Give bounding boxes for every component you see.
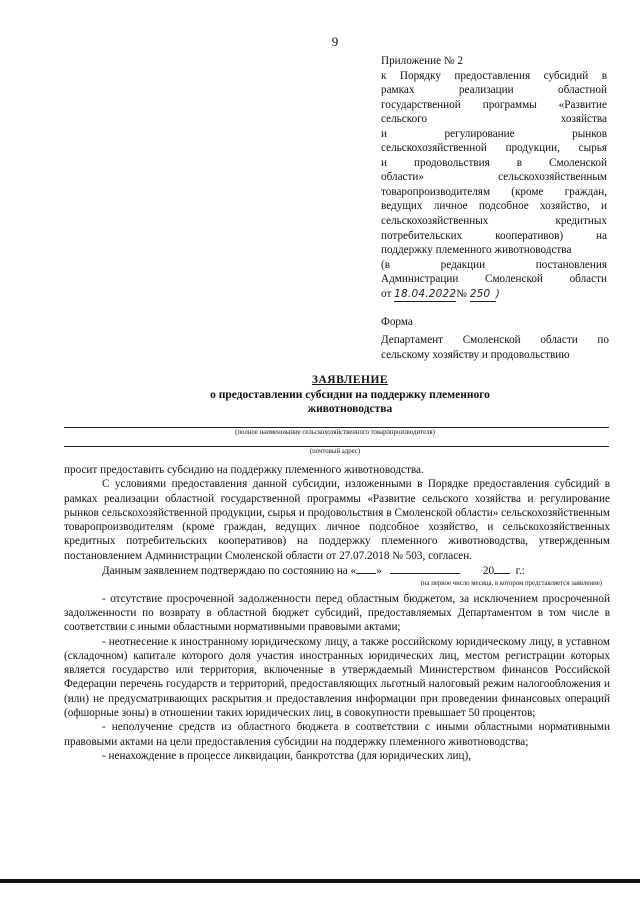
- list-item: - ненахождение в процессе ликвидации, банкротства (для юридических лиц),: [102, 749, 472, 762]
- annex-title: Приложение № 2: [381, 55, 463, 67]
- annex-line: и регулирование рынков: [381, 127, 607, 140]
- year-blank[interactable]: [494, 563, 510, 574]
- annex-date-line: [381, 287, 607, 303]
- number-sign: №: [456, 287, 467, 300]
- form-label: Форма: [381, 316, 413, 328]
- scan-edge-bar: [0, 879, 640, 883]
- address-caption: (почтовый адрес): [309, 448, 361, 455]
- annex-line: потребительских кооперативов) на: [381, 229, 607, 242]
- annex-header: [381, 54, 607, 302]
- handwritten-bracket: ): [495, 287, 501, 300]
- handwritten-date: 18.04.2022: [394, 287, 456, 303]
- annex-line: сельскохозяйственных кредитных: [381, 215, 607, 228]
- name-caption: (полное наименование сельскохозяйственного товаропроизводителя): [235, 429, 435, 436]
- annex-line: поддержку племенного животноводства: [381, 244, 572, 257]
- first-day-caption: (на первое число месяца, в котором представляется заявление): [420, 580, 602, 588]
- title-subheading: животноводства: [307, 403, 393, 415]
- date-prefix: от: [381, 287, 392, 300]
- confirm-line: [64, 563, 610, 578]
- annex-line: товаропроизводителям (кроме граждан,: [381, 185, 607, 198]
- address-fill-line[interactable]: [64, 446, 609, 447]
- confirm-end: г.:: [515, 565, 525, 578]
- annex-line: к Порядку предоставления субсидий в: [381, 69, 607, 82]
- page-number: 9: [331, 34, 339, 49]
- day-blank[interactable]: [356, 563, 376, 574]
- name-fill-line[interactable]: [64, 427, 609, 428]
- handwritten-number: 250: [470, 287, 496, 303]
- annex-line: (в редакции постановления: [381, 258, 607, 271]
- title-heading: ЗАЯВЛЕНИЕ: [311, 374, 389, 386]
- list-item: - неполучение средств из областного бюджета в соответствии с иными областными нормативными правовыми актами на цели предоставления субсидии на поддержку племенного животноводства;: [64, 721, 610, 748]
- title-subheading: о предоставлении субсидии на поддержку племенного: [210, 388, 490, 401]
- annex-line: Администрации Смоленской области: [381, 273, 607, 286]
- annex-line: сельскохозяйственной продукции, сырья: [381, 142, 607, 155]
- year-prefix: 20: [482, 565, 495, 578]
- annex-line: государственной программы «Развитие: [381, 98, 607, 111]
- document-body: [64, 463, 610, 763]
- confirm-text: Данным заявлением подтверждаю по состоянию на «: [102, 565, 357, 578]
- document-title: [150, 373, 550, 417]
- list-item: - отсутствие просроченной задолженности перед областным бюджетом, за исключением просроченной задолженности по возврату в областной бюджет субсидий, предоставляемых Департаментом в том числе в соответствии с иными областными нормативными правовыми актами;: [64, 592, 610, 634]
- confirm-quote: »: [376, 565, 382, 578]
- list-item: - неотнесение к иностранному юридическому лицу, а также российскому юридическому лицу, в уставном (складочном) капитале которого доля участия иностранных юридических лиц, местом регистрации которых является государство или территория, включенные в утверждаемый Министерством финансов Российской Федерации перечень государств и территорий, предоставляющих льготный налоговый режим налогообложения и (или) не предусматривающих раскрытия и предоставления информации при проведении финансовых операций (офшорные зоны) в отношении таких юридических лиц, в совокупности превышает 50 процентов;: [64, 635, 610, 720]
- annex-line: рамках реализации областной: [381, 84, 607, 97]
- request-paragraph: просит предоставить субсидию на поддержку племенного животноводства.: [64, 464, 424, 476]
- department-line: сельскому хозяйству и продовольствию: [381, 348, 570, 361]
- department-line: Департамент Смоленской области по: [381, 334, 609, 346]
- month-blank[interactable]: [390, 563, 460, 574]
- annex-line: области» сельскохозяйственным: [381, 171, 607, 184]
- conditions-paragraph: С условиями предоставления данной субсидии, изложенными в Порядке предоставления субсидий в рамках реализации областной государственной программы «Развитие сельского хозяйства и регулирование рынков сельскохозяйственной продукции, сырья и продовольствия в Смоленской области» сельскохозяйственным товаропроизводителям (кроме граждан, ведущих личное подсобное хозяйство, и сельскохозяйственных кредитных потребительских кооперативов) на поддержку племенного животноводства, утвержденным постановлением Администрации Смоленской области от 27.07.2018 № 503, согласен.: [64, 478, 610, 562]
- annex-line: ведущих личное подсобное хозяйство, и: [381, 200, 607, 213]
- department-block: [381, 333, 609, 362]
- annex-line: сельского хозяйства: [381, 113, 607, 126]
- annex-line: и продовольствия в Смоленской: [381, 156, 607, 169]
